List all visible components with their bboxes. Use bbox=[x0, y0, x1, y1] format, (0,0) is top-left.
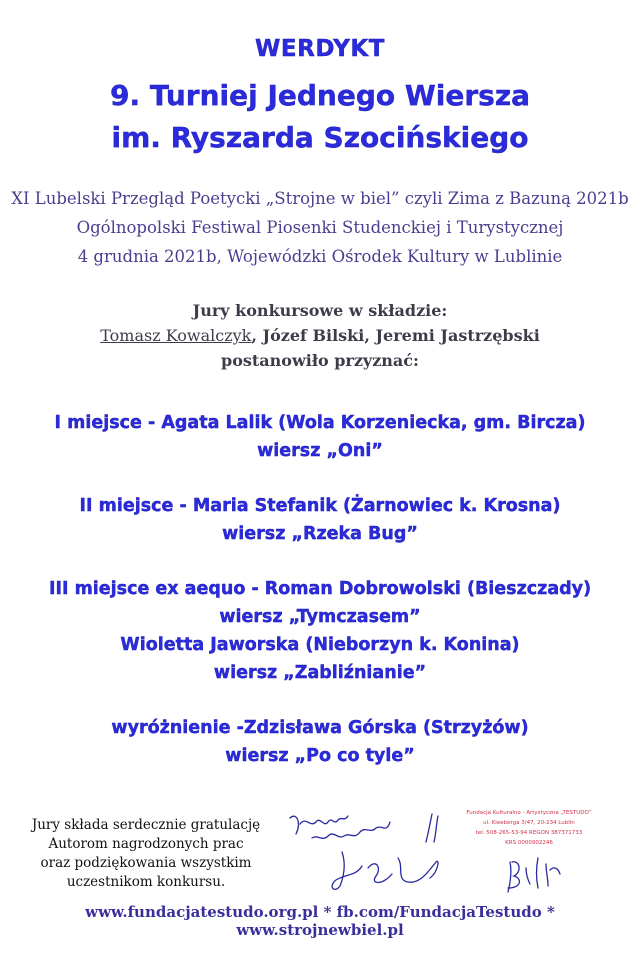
congrats-line: Jury składa serdecznie gratulację bbox=[31, 817, 261, 833]
jury-members bbox=[0, 323, 640, 348]
congrats-line: oraz podziękowania wszystkim bbox=[40, 855, 252, 871]
jury-chair: Tomasz Kowalczyk bbox=[100, 326, 252, 345]
event-name: XI Lubelski Przegląd Poetycki „Strojne w biel” czyli Zima z Bazuną 2021b bbox=[11, 189, 629, 208]
award-distinction-poem: wiersz „Po co tyle” bbox=[225, 746, 415, 766]
award-first-poem: wiersz „Oni” bbox=[257, 441, 383, 461]
stamp-line: tel. 508-265-53-94 REGON 387371733 bbox=[475, 830, 583, 836]
congrats-line: Autorom nagrodzonych prac bbox=[48, 836, 244, 852]
verdict-heading: WERDYKT bbox=[255, 36, 385, 62]
stamp-line: Fundacja Kulturalno - Artystyczna „TESTUDO” bbox=[466, 810, 592, 816]
tournament-title: 9. Turniej Jednego Wiersza bbox=[109, 79, 531, 112]
congrats-line: uczestnikom konkursu. bbox=[66, 874, 226, 890]
stamp-line: ul. Kleeberga 3/47, 20-234 Lublin bbox=[483, 820, 575, 826]
award-third-poem-a: wiersz „Tymczasem” bbox=[219, 607, 421, 627]
jury-intro: Jury konkursowe w składzie: bbox=[192, 301, 448, 320]
award-second-poem: wiersz „Rzeka Bug” bbox=[222, 524, 418, 544]
signature-bilski bbox=[508, 858, 560, 892]
festival-name: Ogólnopolski Festiwal Piosenki Studenckiej i Turystycznej bbox=[76, 218, 564, 237]
stamp-line: KRS 0000902246 bbox=[505, 840, 553, 846]
tournament-patron: im. Ryszarda Szocińskiego bbox=[111, 121, 529, 154]
signature-jastrzebski bbox=[290, 814, 438, 842]
award-third-place-a: III miejsce ex aequo - Roman Dobrowolski (Bieszczady) bbox=[48, 579, 592, 599]
award-third-place-b: Wioletta Jaworska (Nieborzyn k. Konina) bbox=[120, 635, 520, 655]
award-second-place: II miejsce - Maria Stefanik (Żarnowiec k. Krosna) bbox=[79, 496, 561, 516]
award-third-poem-b: wiersz „Zabliźnianie” bbox=[213, 663, 427, 683]
jury-other-members: , Józef Bilski, Jeremi Jastrzębski bbox=[251, 326, 540, 345]
stamp-text bbox=[454, 808, 604, 848]
jury-decision: postanowiło przyznać: bbox=[221, 351, 419, 370]
event-date-place: 4 grudnia 2021b, Wojewódzki Ośrodek Kultury w Lublinie bbox=[77, 247, 563, 266]
award-distinction: wyróżnienie -Zdzisława Górska (Strzyżów) bbox=[111, 718, 529, 738]
footer-links[interactable]: www.fundacjatestudo.org.pl * fb.com/FundacjaTestudo * www.strojnewbiel.pl bbox=[85, 903, 555, 939]
award-first-place: I miejsce - Agata Lalik (Wola Korzeniecka, gm. Bircza) bbox=[54, 413, 586, 433]
signature-kowalczyk bbox=[332, 852, 438, 889]
congratulations-note bbox=[18, 816, 274, 892]
